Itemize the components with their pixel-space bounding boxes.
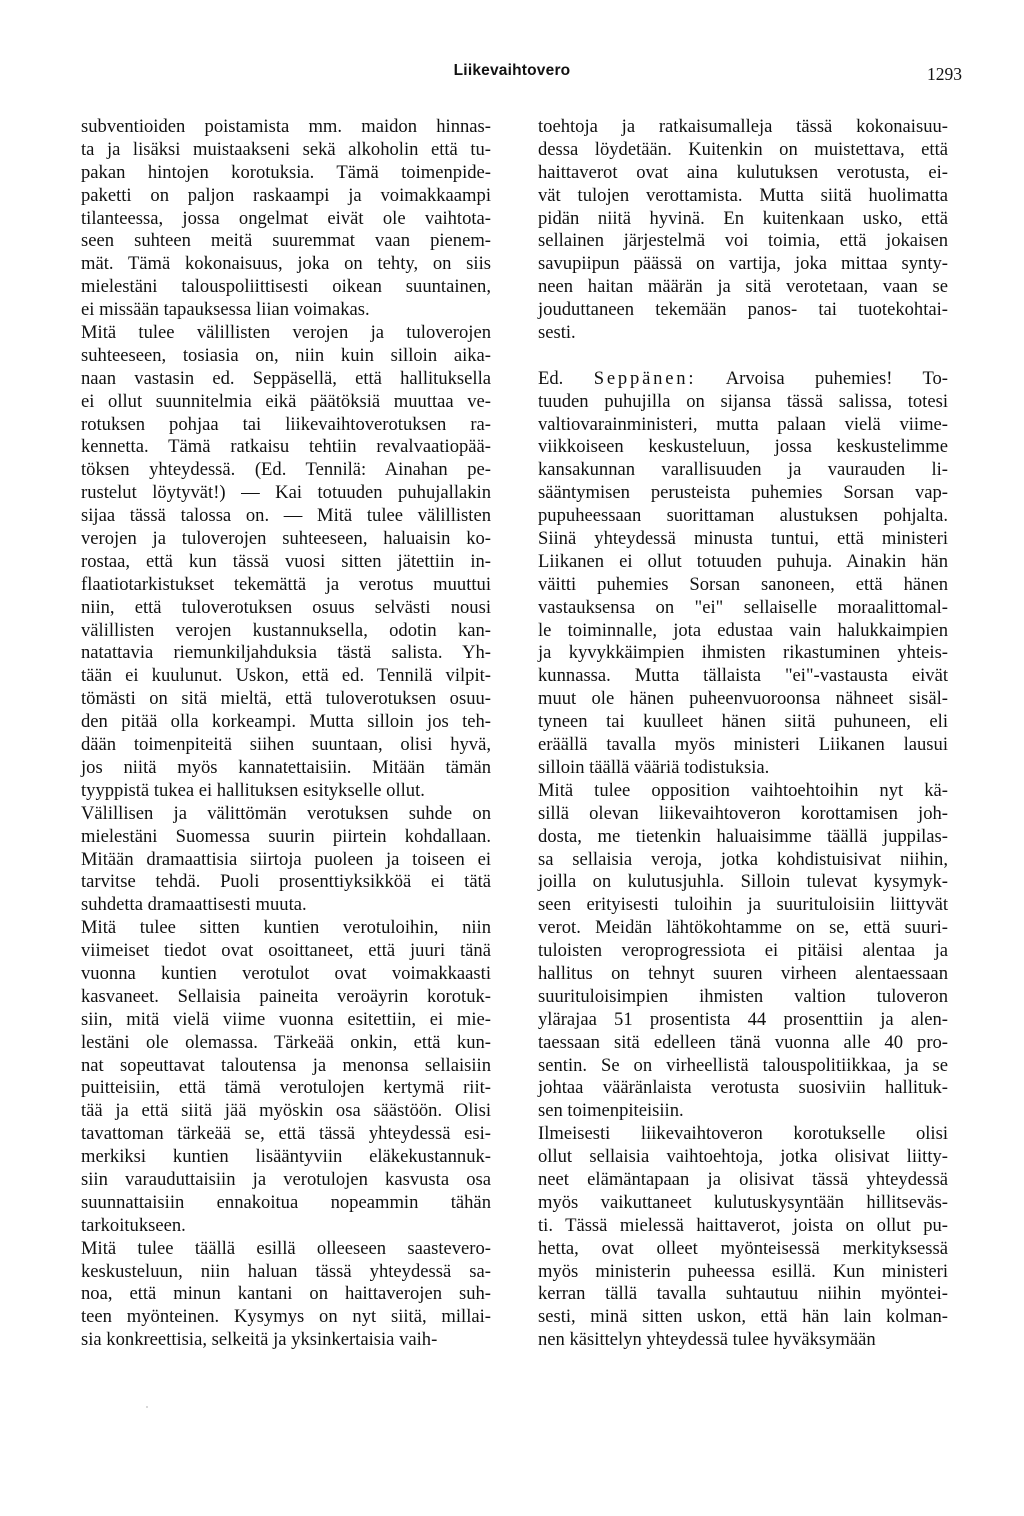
text-line: rostaa, että kun tässä vuosi sitten jätettiin in- xyxy=(81,550,491,572)
text-line: pupuheessaan suorittaman alustuksen pohjalta. xyxy=(538,505,948,527)
text-line: pakan hintojen korotuksia. Tämä toimenpide- xyxy=(81,161,491,183)
text-line: tyyppistä tukea ei hallituksen esitykselle ollut. xyxy=(81,779,425,801)
text-line: nen käsittelyn yhteydessä tulee hyväksymään xyxy=(538,1329,876,1351)
text-line: ollut sellaisia vaihtoehtoja, jotka olisivat liitty- xyxy=(538,1146,948,1168)
text-line: keskusteluun, niin haluan tässä yhteydessä sa- xyxy=(81,1260,491,1282)
text-line: teen myönteinen. Kysymys on nyt siitä, millai- xyxy=(81,1306,491,1328)
text-line: viimeiset tiedot ovat osoittaneet, että juuri tänä xyxy=(81,940,491,962)
text-line: sijaa tässä talossa on. — Mitä tulee välillisten xyxy=(81,505,491,527)
text-line: jouduttaneen tekemään panos- tai tuotekohtai- xyxy=(538,299,948,321)
text-line: ylärajaa 51 prosentista 44 prosenttiin ja alen- xyxy=(538,1008,948,1030)
text-line: tuuden puhujilla on sijansa tässä salissa, totesi xyxy=(538,390,948,412)
text-line: ei ollut suunnitelmia eikä päätöksiä muuttaa ve- xyxy=(81,390,491,412)
text-line: noa, että minun kantani on haittaverojen suh- xyxy=(81,1283,491,1305)
speaker-name: Seppänen: xyxy=(593,367,697,389)
text-line: tää ja että siitä jää myöskin osa säästöön. Olisi xyxy=(81,1100,491,1122)
running-title: Liikevaihtovero xyxy=(453,62,571,79)
text-line: subventioiden poistamista mm. maidon hinnas- xyxy=(81,116,491,137)
text-line: tyneen tai kuulleet hänen siitä puhuneen, eli xyxy=(538,711,948,733)
page-number: 1293 xyxy=(927,64,962,84)
text-line: hallitus on tehnyt suuren virheen alentaessaan xyxy=(538,962,948,984)
text-line: savupiipun päässä on vartija, joka mittaa synty- xyxy=(538,253,948,275)
right-column-speech xyxy=(538,391,948,1352)
text-line: haittaverot ovat aina kulutuksen verotusta, ei- xyxy=(538,161,948,183)
text-line: joilla on kulutusjuhla. Silloin tulevat kysymyk- xyxy=(538,871,948,893)
text-line: suhdetta dramaattisesti muuta. xyxy=(81,894,307,916)
text-line: tavattoman tärkeää se, että tässä yhteydessä esi- xyxy=(81,1123,491,1145)
text-line: suunnattaisiin ennakoitua nopeammin tähän xyxy=(81,1191,491,1213)
text-line: tömästi on sitä mieltä, että tuloverotuksen osuu- xyxy=(81,688,491,710)
text-line: flaatiotarkistukset tekemättä ja verotus muuttui xyxy=(81,573,491,595)
text-line: toehtoja ja ratkaisumalleja tässä kokonaisuu- xyxy=(538,116,948,137)
text-line: kunnassa. Mutta tällaista "ei"-vastausta eivät xyxy=(538,665,948,687)
text-line: välillisten verojen kustannuksella, odotin kan- xyxy=(81,619,491,641)
text-line: sen toimenpiteisiin. xyxy=(538,1100,684,1122)
text-line: suhteeseen, tosiasia on, niin kuin silloin aika- xyxy=(81,344,491,366)
text-line: eräällä tavalla myös ministeri Liikanen lausui xyxy=(538,734,948,756)
text-line: neet elämäntapaan ja olisivat tässä yhteydessä xyxy=(538,1168,948,1190)
text-line: verot. Meidän lähtökohtamme on se, että suuri- xyxy=(538,917,948,939)
text-line: sa sellaisia veroja, jotka kohdistuisivat niihin, xyxy=(538,848,948,870)
text-line: tuloisten veroprogressiota ei pitäisi alentaa ja xyxy=(538,940,948,962)
text-line: taessaan sitä edelleen tänä vuonna alle 40 pro- xyxy=(538,1031,948,1053)
text-line: lestäni ole olemassa. Tärkeää onkin, että kun- xyxy=(81,1031,491,1053)
right-column-opening xyxy=(538,116,948,345)
speaker-prefix: Ed. xyxy=(538,367,564,389)
text-line: Mitä tulee opposition vaihtoehtoihin nyt kä- xyxy=(538,779,948,801)
text-line: Mitään dramaattisia siirtoja puoleen ja toiseen ei xyxy=(81,848,491,870)
text-line: väitti puhemies Sorsan sanoneen, että hänen xyxy=(538,573,948,595)
text-line: sesti. xyxy=(538,322,576,344)
text-line: Ilmeisesti liikevaihtoveron korotukselle olisi xyxy=(538,1123,948,1145)
text-line: dään toimenpiteitä siihen suuntaan, olisi hyvä, xyxy=(81,734,491,756)
text-line: mielestäni Suomessa suurin piirtein kohdallaan. xyxy=(81,825,491,847)
text-line: pidän niitä hyvinä. En kuitenkaan usko, että xyxy=(538,207,948,229)
text-line: Mitä tulee täällä esillä olleeseen saastevero- xyxy=(81,1237,491,1259)
text-line: Siinä yhteydessä minusta tuntui, että ministeri xyxy=(538,528,948,550)
text-line: kasvaneet. Sellaisia paineita veroäyrin korotuk- xyxy=(81,985,491,1007)
text-line: Liikanen ei ollut totuuden puhuja. Ainakin hän xyxy=(538,550,948,572)
text-line: sillä olevan liikevaihtoveron korottamisen joh- xyxy=(538,802,948,824)
text-line: mielestäni talouspoliittisesti oikean suuntainen, xyxy=(81,276,491,298)
text-line: ja kyvykkäimpien ihmisten rikastuminen yhteis- xyxy=(538,642,948,664)
text-line: muut ole hänen puheenvuoroonsa nähneet sisäl- xyxy=(538,688,948,710)
page-header xyxy=(0,62,1024,88)
text-line: dessa löydetään. Kuitenkin on muistettava, että xyxy=(538,138,948,160)
text-line: suurituloisimpien ihmisten valtion tuloveron xyxy=(538,985,948,1007)
text-line: seen erityisesti tuloihin ja suurituloisiin liittyvät xyxy=(538,894,948,916)
text-line: niin, että tuloverotuksen osuus selvästi nousi xyxy=(81,596,491,618)
text-line: sia konkreettisia, selkeitä ja yksinkertaisia vaih- xyxy=(81,1329,438,1351)
text-line: siin varauduttaisiin ja verotulojen kasvusta osa xyxy=(81,1168,491,1190)
text-line: Mitä tulee välillisten verojen ja tuloverojen xyxy=(81,322,491,344)
text-line: ta ja lisäksi muistaakseni sekä alkoholin että tu- xyxy=(81,138,491,160)
text-line: merkiksi kuntien lisääntyviin eläkekustannuk- xyxy=(81,1146,491,1168)
text-line: tarkoitukseen. xyxy=(81,1214,186,1236)
text-line: sentin. Se on virheellistä talouspolitiikkaa, ja se xyxy=(538,1054,948,1076)
text-line: hetta, ovat olleet myönteisessä merkityksessä xyxy=(538,1237,948,1259)
text-line: kennetta. Tämä ratkaisu tehtiin revalvaatiopää- xyxy=(81,436,491,458)
text-line: sääntymisen perusteista puhemies Sorsan vap- xyxy=(538,482,948,504)
text-line: rotuksen pohjaa tai liikevaihtoverotuksen ra- xyxy=(81,413,491,435)
text-line: le toiminnalle, jota edustaa vain halukkaimpien xyxy=(538,619,948,641)
text-line: neen haitan määrän ja sitä verotetaan, vaan se xyxy=(538,276,948,298)
right-column xyxy=(538,116,948,1352)
text-line: jos niitä myös kannatettaisiin. Mitään tämän xyxy=(81,756,491,778)
text-line: tarvitse tehdä. Puoli prosenttiyksikköä ei tätä xyxy=(81,871,491,893)
text-line: naan vastasin ed. Seppäsellä, että hallituksella xyxy=(81,367,491,389)
text-line: tään ei kuulunut. Uskon, että ed. Tennilä vilpit- xyxy=(81,665,491,687)
text-line: töksen yhteydessä. (Ed. Tennilä: Ainahan pe- xyxy=(81,459,491,481)
speaker-line xyxy=(538,368,948,391)
text-line: natattavia riemunkiljahduksia tästä salista. Yh- xyxy=(81,642,491,664)
text-line: puitteisiin, että tämä verotulojen kertymä riit- xyxy=(81,1077,491,1099)
text-line: johtaa vääränlaista verotusta suosiviin hallituk- xyxy=(538,1077,948,1099)
text-line: sellainen järjestelmä voi toimia, että jokaisen xyxy=(538,230,948,252)
text-line: verojen ja tuloverojen suhteeseen, haluaisin ko- xyxy=(81,528,491,550)
text-line: den pitää olla korkeampi. Mutta silloin jos teh- xyxy=(81,711,491,733)
text-line: mät. Tämä kokonaisuus, joka on tehty, on siis xyxy=(81,253,491,275)
text-line: Välillisen ja välittömän verotuksen suhde on xyxy=(81,802,491,824)
text-line: sesti, minä sitten uskon, että hän lain kolman- xyxy=(538,1306,948,1328)
text-line: myös vaikuttaneet kulutuskysyntään hillitseväs- xyxy=(538,1191,948,1213)
text-line: myös ministerin puheessa esillä. Kun ministeri xyxy=(538,1260,948,1282)
scan-speck xyxy=(146,1406,148,1408)
text-line: tilanteessa, jossa ongelmat eivät ole vaihtota- xyxy=(81,207,491,229)
text-line: kerran tällä tavalla suhtautuu niihin myöntei- xyxy=(538,1283,948,1305)
text-line: seen suhteen meitä suuremmat vaan pienem- xyxy=(81,230,491,252)
text-line: ei missään tapauksessa liian voimakas. xyxy=(81,299,370,321)
text-line: kansakunnan varallisuuden ja vaurauden li- xyxy=(538,459,948,481)
text-line: vastauksensa on "ei" sellaiselle moraalittomal- xyxy=(538,596,948,618)
text-line: paketti on paljon raskaampi ja voimakkaampi xyxy=(81,184,491,206)
text-line: silloin täällä vääriä todistuksia. xyxy=(538,756,770,778)
speaker-first-line: Arvoisa puhemies! To- xyxy=(725,367,948,389)
text-line: ti. Tässä mielessä haittaverot, joista on ollut pu- xyxy=(538,1214,948,1236)
text-line: siin, mitä vielä viime vuonna esitettiin, ei mie- xyxy=(81,1008,491,1030)
paragraph-gap xyxy=(538,345,948,368)
text-line: Mitä tulee sitten kuntien verotuloihin, niin xyxy=(81,917,491,939)
text-line: viikkoiseen keskusteluun, jossa keskustelimme xyxy=(538,436,948,458)
text-line: vät tulojen verottamista. Mutta siitä huolimatta xyxy=(538,184,948,206)
left-column xyxy=(81,116,491,1352)
text-line: valtiovarainministeri, mutta palaan vielä viime- xyxy=(538,413,948,435)
text-line: nat sopeuttavat taloutensa ja menonsa sellaisiin xyxy=(81,1054,491,1076)
text-line: rustelut löytyvät!) — Kai totuuden puhujallakin xyxy=(81,482,491,504)
text-line: dosta, me tietenkin haluaisimme täällä juppilas- xyxy=(538,825,948,847)
text-line: vuonna kuntien verotulot ovat voimakkaasti xyxy=(81,962,491,984)
